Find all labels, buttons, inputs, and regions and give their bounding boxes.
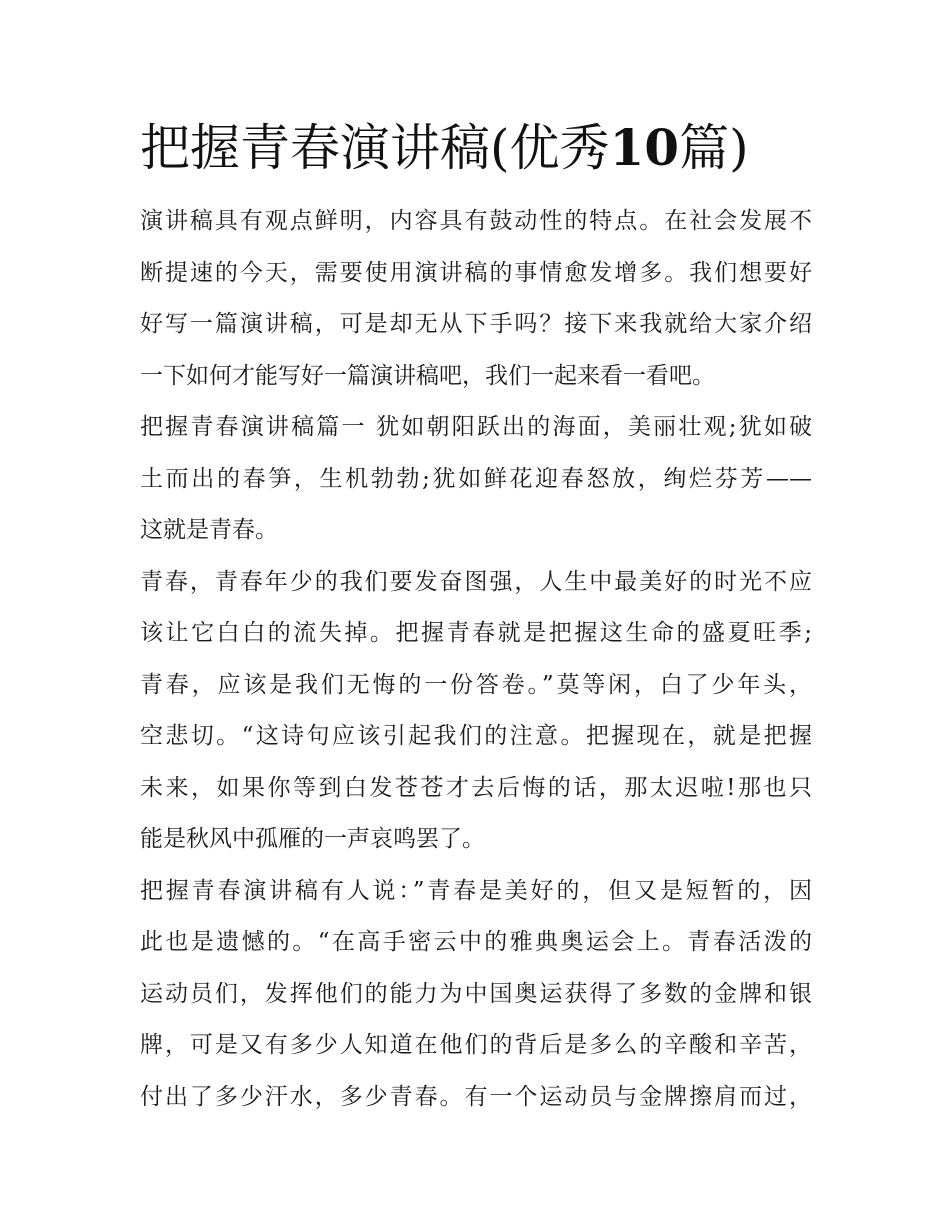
document-body <box>140 196 812 1123</box>
paragraph-intro <box>140 196 812 402</box>
document-title <box>140 112 749 184</box>
text-line: 此也是遗憾的。“在高手密云中的雅典奥运会上。青春活泼的 <box>140 929 812 955</box>
text-line: 土而出的春笋，生机勃勃;犹如鲜花迎春怒放，绚烂芬芳—— <box>140 465 812 492</box>
text-line: 付出了多少汗水，多少青春。有一个运动员与金牌擦肩而过， <box>140 1083 812 1110</box>
paragraph-speech-one <box>140 402 812 557</box>
text-line: 演讲稿具有观点鲜明，内容具有鼓动性的特点。在社会发展不 <box>140 208 812 234</box>
text-line: 青春，青春年少的我们要发奋图强，人生中最美好的时光不应 <box>140 568 812 595</box>
text-line: 把握青春演讲稿有人说：”青春是美好的，但又是短暂的，因 <box>140 877 812 904</box>
text-line: 空悲切。“这诗句应该引起我们的注意。把握现在，就是把握 <box>140 723 812 749</box>
title-suffix: 篇) <box>679 119 749 177</box>
text-line: 一下如何才能写好一篇演讲稿吧，我们一起来看一看吧。 <box>140 362 715 389</box>
paragraph-youth <box>140 557 812 866</box>
text-line: 运动员们，发挥他们的能力为中国奥运获得了多数的金牌和银 <box>140 980 812 1007</box>
title-number: 10 <box>609 118 680 177</box>
text-line: 断提速的今天，需要使用演讲稿的事情愈发增多。我们想要好 <box>140 259 812 286</box>
text-line: 该让它白白的流失掉。把握青春就是把握这生命的盛夏旺季; <box>140 620 812 646</box>
text-line: 能是秋风中孤雁的一声哀鸣罢了。 <box>140 826 485 852</box>
text-line: 青春，应该是我们无悔的一份答卷。”莫等闲，白了少年头， <box>140 671 812 698</box>
title-prefix: 把握青春演讲稿(优秀 <box>140 119 610 177</box>
text-line: 未来，如果你等到白发苍苍才去后悔的话，那太迟啦!那也只 <box>140 774 812 801</box>
paragraph-olympics <box>140 866 812 1124</box>
text-line: 好写一篇演讲稿，可是却无从下手吗？接下来我就给大家介绍 <box>140 311 812 337</box>
text-line: 把握青春演讲稿篇一 犹如朝阳跃出的海面，美丽壮观;犹如破 <box>140 414 812 440</box>
text-line: 这就是青春。 <box>140 517 278 543</box>
text-line: 牌，可是又有多少人知道在他们的背后是多么的辛酸和辛苦， <box>140 1032 812 1058</box>
